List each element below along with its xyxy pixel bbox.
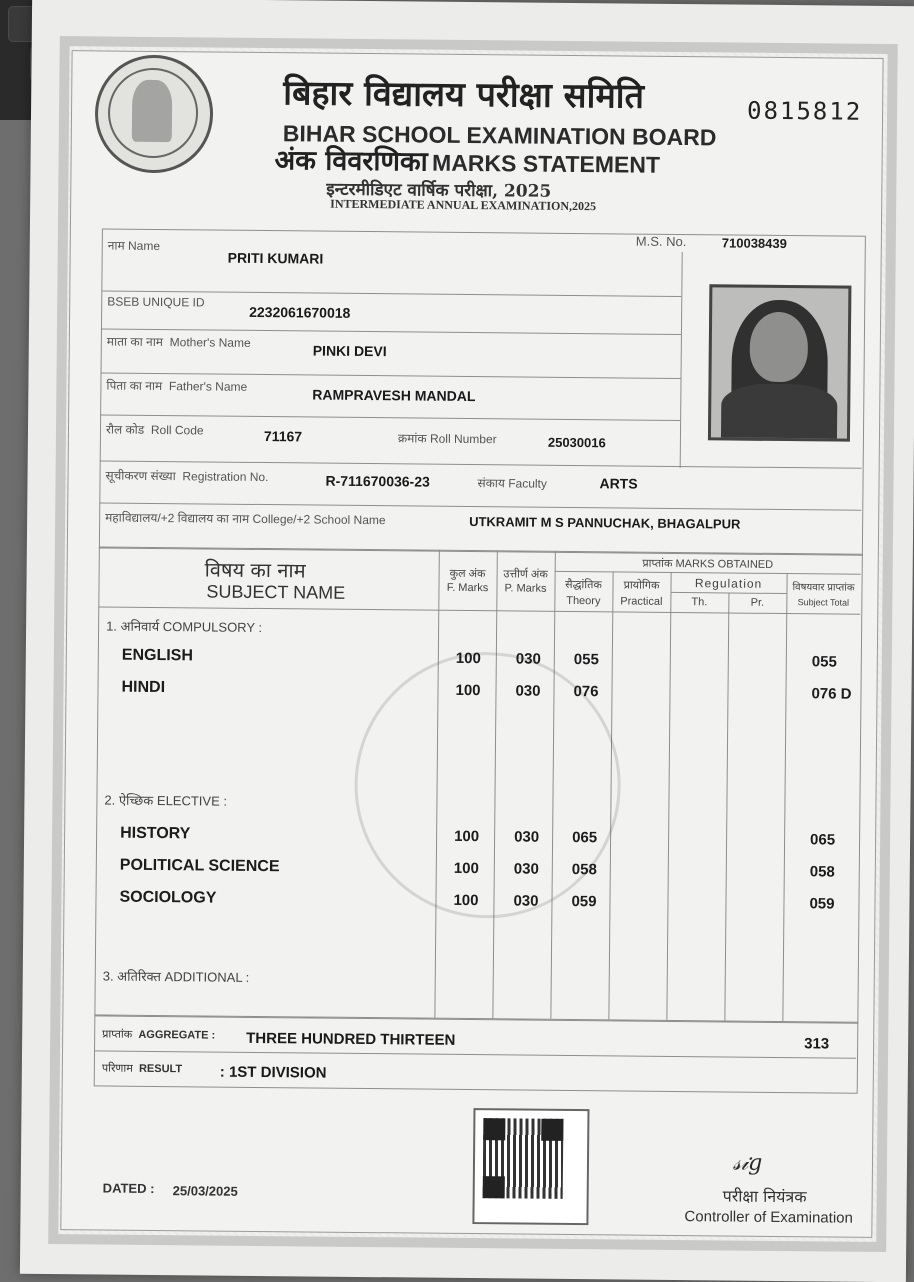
full-marks-header-hi: कुल अंक xyxy=(449,567,486,581)
controller-title-english: Controller of Examination xyxy=(684,1208,853,1227)
roll-code-label: रौल कोड Roll Code xyxy=(105,422,204,438)
subject-name: HINDI xyxy=(121,678,166,697)
exam-title-hindi: इन्टरमीडिएट वार्षिक परीक्षा, 2025 xyxy=(326,179,552,202)
aggregate-label: प्राप्तांक AGGREGATE : xyxy=(102,1028,216,1042)
full-marks: 100 xyxy=(455,681,481,700)
additional-section-label: 3. अतिरिक्त ADDITIONAL : xyxy=(102,968,250,985)
pass-marks: 030 xyxy=(515,682,541,700)
roll-number-label: क्रमांक Roll Number xyxy=(397,431,497,447)
result-value: : 1ST DIVISION xyxy=(219,1063,327,1082)
father-name: RAMPRAVESH MANDAL xyxy=(312,386,476,405)
full-marks-header-en: F. Marks xyxy=(446,581,489,595)
subject-total: 076 D xyxy=(811,685,852,703)
statement-title: अंक विवरणिका MARKS STATEMENT xyxy=(274,145,661,178)
subject-header-english: SUBJECT NAME xyxy=(206,581,346,603)
bseb-logo-seal xyxy=(94,54,213,173)
subject-total: 058 xyxy=(809,863,835,881)
subject-name: SOCIOLOGY xyxy=(119,888,217,907)
marks-obtained-header: प्राप्तांक MARKS OBTAINED xyxy=(642,557,774,571)
student-photo xyxy=(708,284,851,441)
theory-marks: 065 xyxy=(572,828,598,847)
mother-name: PINKI DEVI xyxy=(312,342,387,360)
regulation-pr-header: Pr. xyxy=(750,596,765,609)
student-name: PRITI KUMARI xyxy=(227,249,324,267)
practical-header-en: Practical xyxy=(620,595,663,608)
full-marks: 100 xyxy=(454,827,480,846)
faculty: ARTS xyxy=(599,475,638,492)
controller-title-hindi: परीक्षा नियंत्रक xyxy=(722,1186,807,1207)
aggregate-words: THREE HUNDRED THIRTEEN xyxy=(246,1029,456,1049)
registration-label: सूचीकरण संख्या Registration No. xyxy=(105,468,269,485)
subject-total: 065 xyxy=(810,831,836,849)
name-label: नाम Name xyxy=(107,238,161,254)
result-label: परिणाम RESULT xyxy=(101,1062,183,1076)
mother-label: माता का नाम Mother's Name xyxy=(106,334,251,350)
pass-marks: 030 xyxy=(514,828,540,846)
full-marks: 100 xyxy=(453,859,479,878)
dated-label: DATED : xyxy=(102,1180,155,1197)
unique-id-label: BSEB UNIQUE ID xyxy=(107,294,205,310)
roll-code: 71167 xyxy=(263,428,303,445)
theory-marks: 055 xyxy=(573,651,599,669)
board-title-english: BIHAR SCHOOL EXAMINATION BOARD xyxy=(282,120,717,151)
college-label: महाविद्यालय/+2 विद्यालय का नाम College/+2 School Name xyxy=(105,510,386,528)
theory-header-hi: सैद्धांतिक xyxy=(565,578,602,592)
college-name: UTKRAMIT M S PANNUCHAK, BHAGALPUR xyxy=(469,513,741,532)
theory-header-en: Theory xyxy=(566,594,601,608)
subject-total-header-en: Subject Total xyxy=(797,597,850,608)
qr-code xyxy=(472,1108,589,1225)
subject-name: ENGLISH xyxy=(121,646,194,665)
theory-marks: 059 xyxy=(571,892,597,911)
board-title-hindi: बिहार विद्यालय परीक्षा समिति xyxy=(283,73,645,117)
elective-section-label: 2. ऐच्छिक ELECTIVE : xyxy=(104,792,228,809)
subject-name: POLITICAL SCIENCE xyxy=(119,856,280,876)
theory-marks: 058 xyxy=(571,860,597,879)
compulsory-section-label: 1. अनिवार्य COMPULSORY : xyxy=(106,618,263,636)
serial-number: 0815812 xyxy=(746,96,863,126)
pass-marks: 030 xyxy=(513,860,539,878)
regulation-th-header: Th. xyxy=(691,596,708,609)
issue-date: 25/03/2025 xyxy=(172,1183,238,1199)
father-label: पिता का नाम Father's Name xyxy=(106,378,248,394)
marks-statement-document xyxy=(20,0,914,1282)
registration-no: R-711670036-23 xyxy=(325,472,430,490)
ms-number: 710038439 xyxy=(721,235,787,252)
pass-marks-header-en: P. Marks xyxy=(504,582,547,595)
pass-marks-header-hi: उत्तीर्ण अंक xyxy=(503,568,548,581)
theory-marks: 076 xyxy=(573,683,599,701)
faculty-label: संकाय Faculty xyxy=(477,476,548,491)
subject-header-hindi: विषय का नाम xyxy=(204,557,306,583)
exam-title-english: INTERMEDIATE ANNUAL EXAMINATION,2025 xyxy=(330,196,597,214)
aggregate-value: 313 xyxy=(804,1035,830,1053)
full-marks: 100 xyxy=(455,649,481,668)
subject-name: HISTORY xyxy=(120,824,191,843)
practical-header-hi: प्रायोगिक xyxy=(623,579,660,592)
subject-total-header-hi: विषयवार प्राप्तांक xyxy=(792,582,855,594)
controller-signature: 𝓈𝒾𝑔 xyxy=(732,1150,763,1176)
ms-number-label: M.S. No. xyxy=(635,233,687,250)
regulation-header: Regulation xyxy=(694,576,763,591)
subject-total: 055 xyxy=(811,653,837,671)
pass-marks: 030 xyxy=(513,892,539,910)
subject-total: 059 xyxy=(809,895,835,913)
roll-number: 25030016 xyxy=(547,434,606,451)
full-marks: 100 xyxy=(453,891,479,910)
pass-marks: 030 xyxy=(515,650,541,668)
unique-id: 2232061670018 xyxy=(249,303,351,321)
